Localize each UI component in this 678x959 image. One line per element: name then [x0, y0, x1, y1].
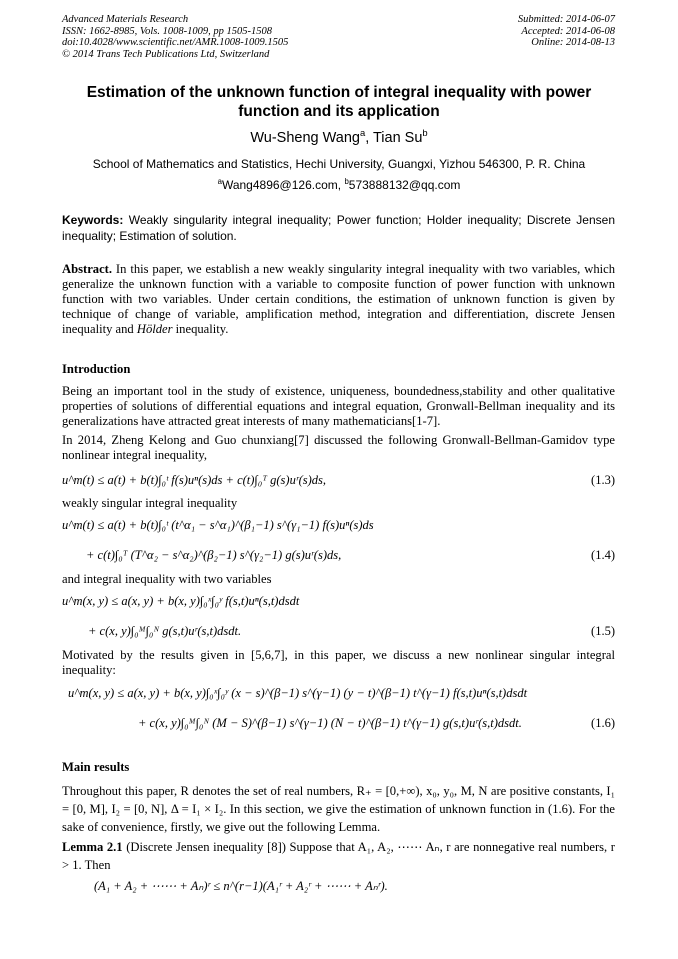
email-a-sup: a: [217, 177, 222, 186]
journal-header-left: [62, 14, 288, 60]
equation-1-5-number: (1.5): [591, 624, 615, 638]
keywords: [62, 212, 615, 244]
email-b-sup: b: [344, 177, 349, 186]
email-a: Wang4896@126.com: [221, 178, 338, 192]
issn-line: ISSN: 1662-8985, Vols. 1008-1009, pp 1505-1508: [62, 25, 272, 37]
equation-jensen: [62, 878, 615, 896]
equation-jensen-body: (A₁ + A₂ + ⋯⋯ + Aₙ)ʳ ≤ n^(r−1)(A₁ʳ + A₂ʳ + ⋯⋯ + Aₙʳ).: [94, 879, 388, 893]
abstract-holder: Hölder: [136, 322, 173, 336]
equation-1-3-number: (1.3): [591, 473, 615, 487]
equation-1-5-line-2: [62, 624, 615, 642]
paper-title: Estimation of the unknown function of integral inequality with power function and its application: [86, 84, 592, 120]
equation-1-4-body-1: u^m(t) ≤ a(t) + b(t)∫₀ᵗ (t^α₁ − s^α₁)^(β₁−1) s^(γ₁−1) f(s)uⁿ(s)ds: [62, 518, 374, 532]
equation-1-6-line-1: [62, 686, 615, 704]
equation-1-4-body-2: + c(t)∫₀ᵀ (T^α₂ − s^α₂)^(β₂−1) s^(γ₂−1) g(s)uʳ(s)ds,: [86, 548, 342, 562]
email-line: [62, 178, 616, 192]
keywords-label: Keywords:: [62, 213, 124, 227]
equation-1-4-line-2: [62, 548, 615, 566]
equation-1-6-body-1: u^m(x, y) ≤ a(x, y) + b(x, y)∫₀ˣ∫₀ʸ (x − s)^(β−1) s^(γ−1) (y − t)^(β−1) t^(γ−1) f(s,t)uⁿ(s,t)dsdt: [68, 686, 528, 700]
lemma-label: Lemma 2.1: [62, 840, 123, 854]
online-date: Online: 2014-08-13: [531, 37, 615, 48]
intro-paragraph-3: weakly singular integral inequality: [62, 496, 238, 510]
abstract-label: Abstract.: [62, 262, 113, 276]
affiliation: School of Mathematics and Statistics, Hechi University, Guangxi, Yizhou 546300, P. R. China: [92, 157, 586, 171]
equation-1-6-line-2: [62, 716, 615, 734]
author-1-sup: a: [359, 127, 366, 139]
keywords-text: Weakly singularity integral inequality; Power function; Holder inequality; Discrete Jensen inequality; Estimation of solution.: [62, 213, 615, 243]
equation-1-5-line-1: [62, 594, 615, 612]
equation-1-5-body-2: + c(x, y)∫₀ᴹ∫₀ᴺ g(s,t)uʳ(s,t)dsdt.: [88, 624, 242, 638]
intro-paragraph-1: Being an important tool in the study of existence, uniqueness, boundedness,stability and other qualitative properties of solutions of differential equations and integral equation, Gronwall-Bellman inequality and its generalizations have attracted great interests of many mathematicians[1-7].: [62, 384, 615, 428]
author-1: Wu-Sheng Wang: [250, 130, 360, 146]
lemma-2-1: [62, 838, 615, 874]
intro-paragraph-5: Motivated by the results given in [5,6,7], in this paper, we discuss a new nonlinear singular integral inequality:: [62, 648, 615, 677]
section-heading-introduction: Introduction: [62, 362, 131, 376]
section-heading-main-results: Main results: [62, 760, 130, 774]
author-separator: ,: [365, 130, 373, 146]
intro-paragraph-4: and integral inequality with two variables: [62, 572, 272, 586]
journal-header-right: [518, 14, 615, 49]
main-paragraph-1: Throughout this paper, R denotes the set of real numbers, R₊ = [0,+∞), x₀, y₀, M, N are positive constants, I₁ = [0, M], I₂ = [0, N], Δ = I₁ × I₂. In this section, we give the estimation of unknown function in (1.6). For the sake of convenience, firstly, we give out the following Lemma.: [62, 784, 615, 834]
intro-paragraph-2: In 2014, Zheng Kelong and Guo chunxiang[7] discussed the following Gronwall-Bellman-Gamidov type nonlinear integral inequality,: [62, 433, 615, 462]
author-2: Tian Su: [372, 130, 423, 146]
abstract: [62, 262, 615, 337]
equation-1-6-number: (1.6): [591, 716, 615, 730]
lemma-text: (Discrete Jensen inequality [8]) Suppose that A₁, A₂, ⋯⋯ Aₙ, r are nonnegative real numbers, r > 1. Then: [62, 840, 615, 872]
email-separator: ,: [337, 178, 345, 192]
equation-1-4-number: (1.4): [591, 548, 615, 562]
author-line: [62, 127, 616, 146]
email-b: 573888132@qq.com: [348, 178, 461, 192]
abstract-tail: inequality.: [172, 322, 229, 336]
doi-line: doi:10.4028/www.scientific.net/AMR.1008-1009.1505: [62, 37, 289, 48]
author-2-sup: b: [422, 127, 428, 139]
equation-1-3-body: u^m(t) ≤ a(t) + b(t)∫₀ᵗ f(s)uⁿ(s)ds + c(t)∫₀ᵀ g(s)uʳ(s)ds,: [62, 473, 327, 487]
equation-1-3: [62, 473, 615, 491]
equation-1-4-line-1: [62, 518, 615, 536]
copyright-line: © 2014 Trans Tech Publications Ltd, Switzerland: [62, 48, 270, 60]
equation-1-5-body-1: u^m(x, y) ≤ a(x, y) + b(x, y)∫₀ˣ∫₀ʸ f(s,t)uⁿ(s,t)dsdt: [62, 594, 300, 608]
journal-name: Advanced Materials Research: [62, 14, 189, 25]
equation-1-6-body-2: + c(x, y)∫₀ᴹ∫₀ᴺ (M − S)^(β−1) s^(γ−1) (N − t)^(β−1) t^(γ−1) g(s,t)uʳ(s,t)dsdt.: [138, 716, 522, 730]
abstract-text: In this paper, we establish a new weakly singularity integral inequality with two variables, which generalize the unknown function with a variable to composite function of power function with unknown function with two variables. Under certain conditions, the estimation of unknown function is given by technique of change of variable, amplification method, integration and differentiation, discrete Jensen inequality and: [62, 262, 615, 336]
accepted-date: Accepted: 2014-06-08: [521, 25, 615, 37]
submitted-date: Submitted: 2014-06-07: [517, 14, 615, 25]
